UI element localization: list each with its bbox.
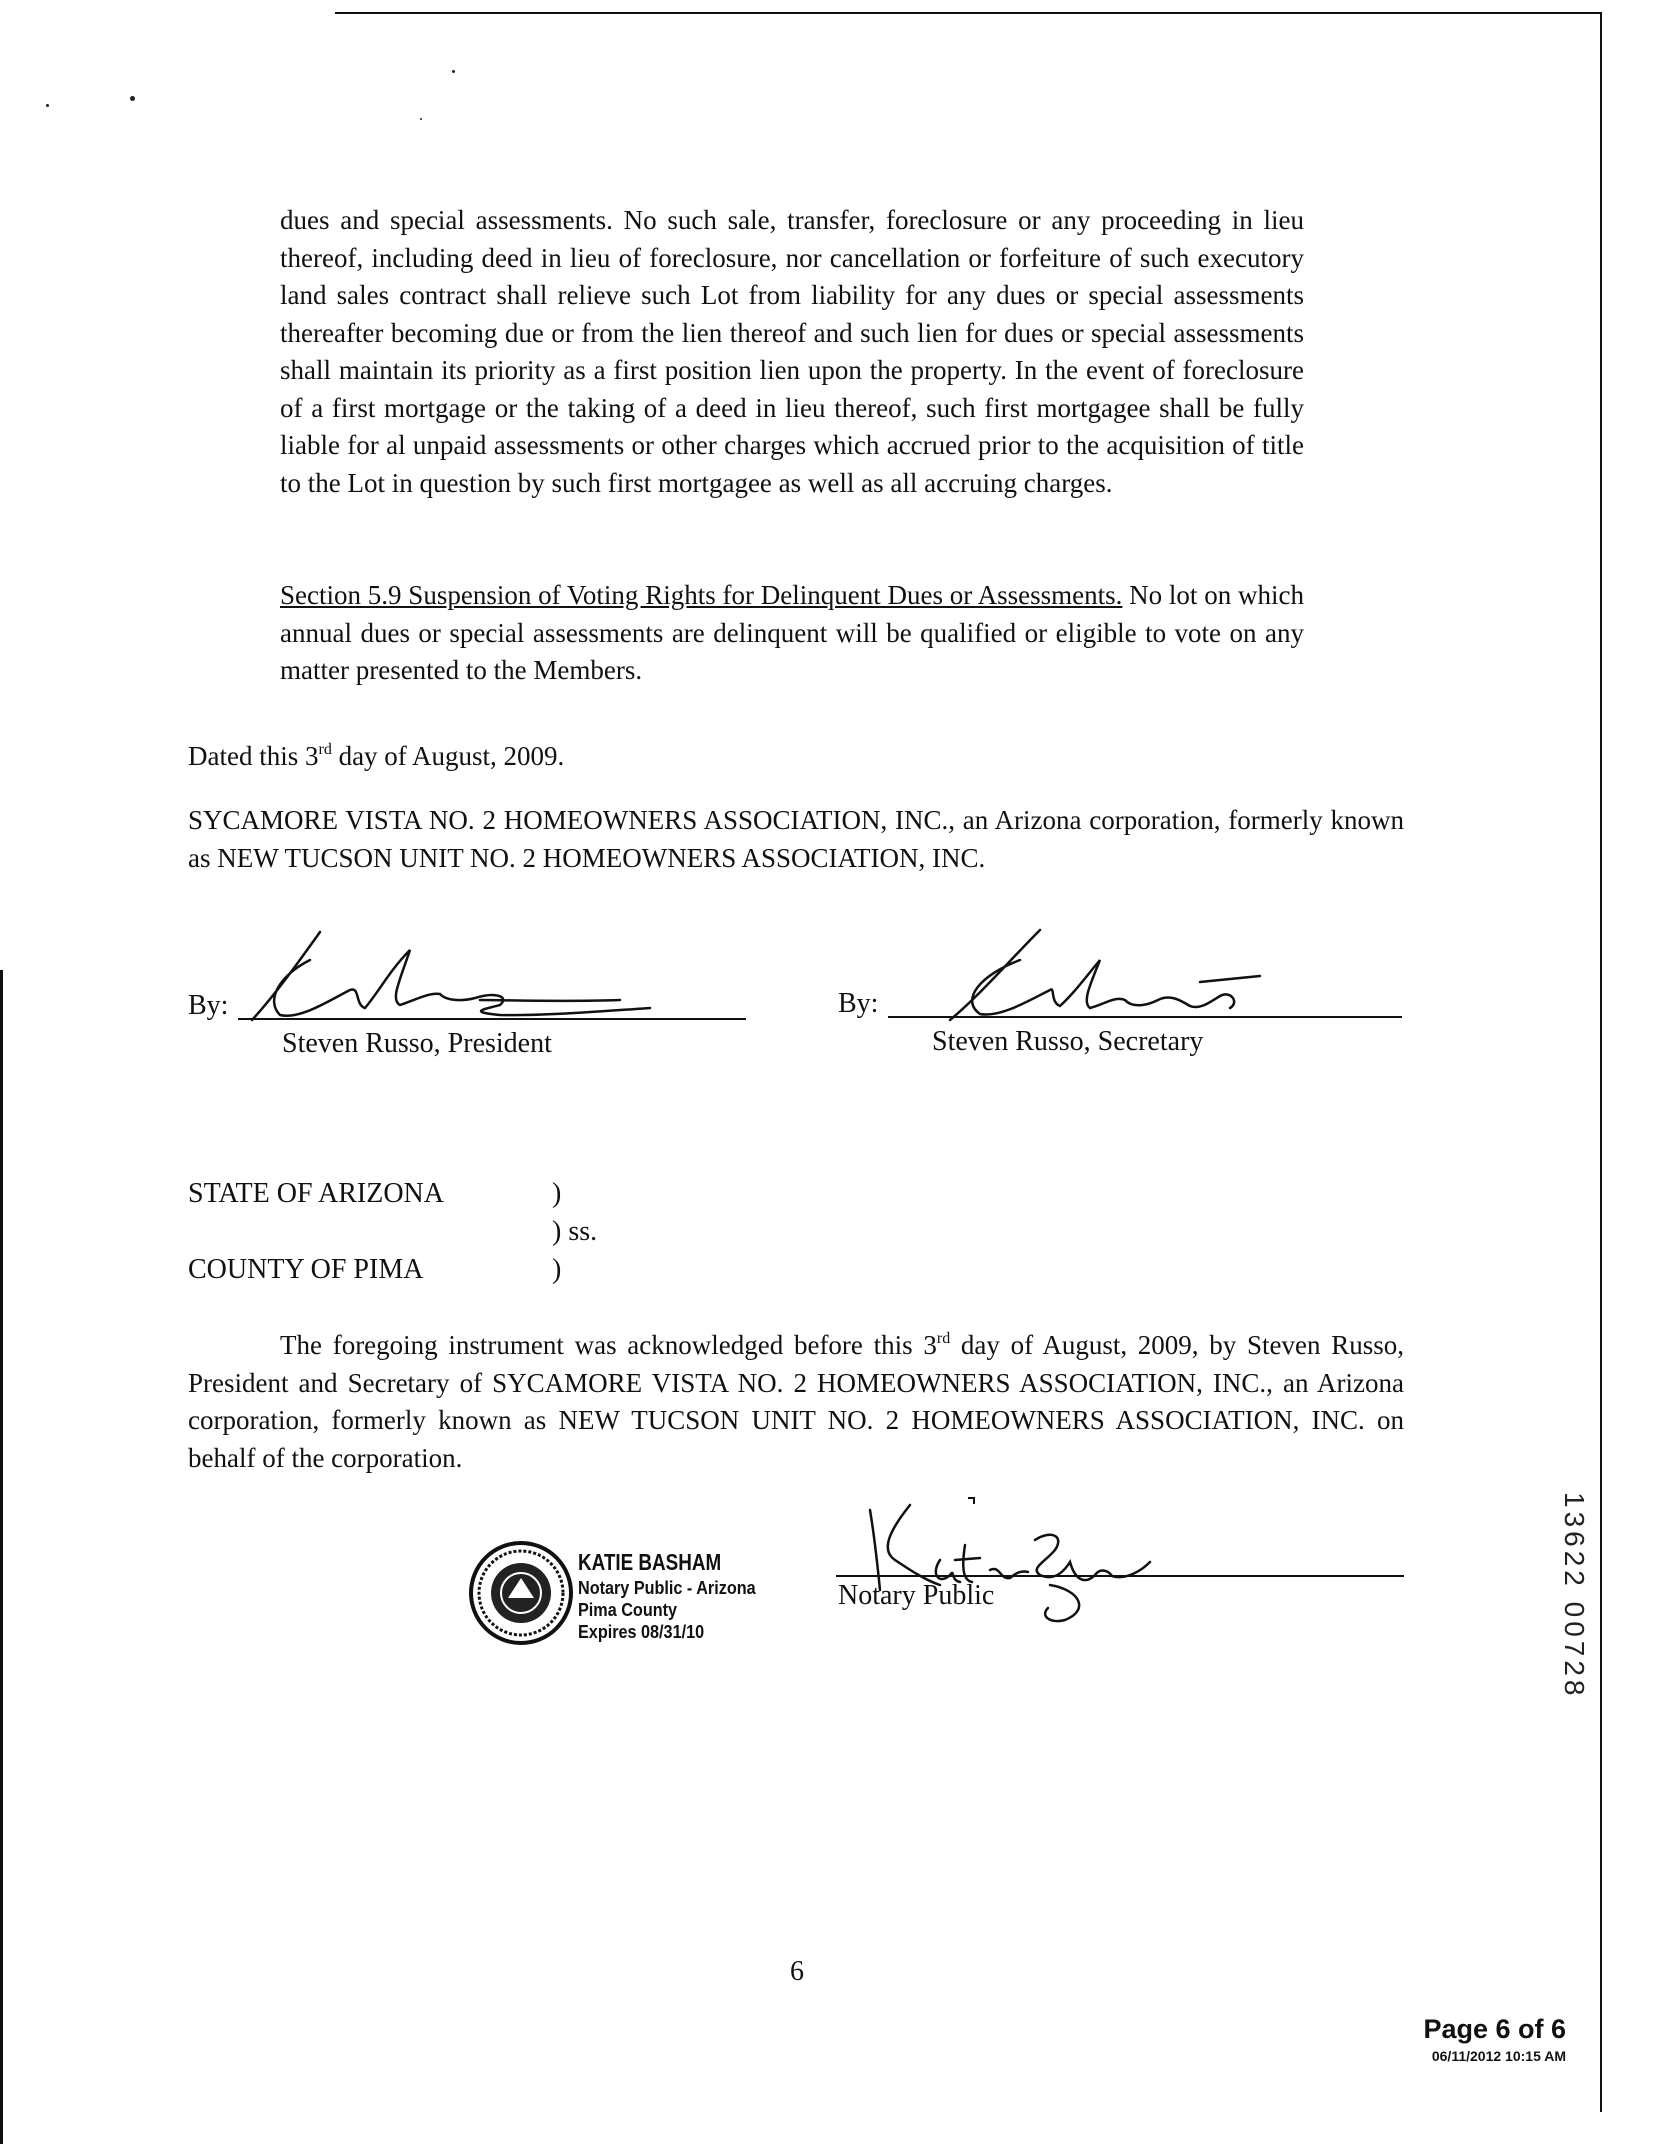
dated-line: Dated this 3rd day of August, 2009. <box>188 741 565 771</box>
secretary-name: Steven Russo, Secretary <box>932 1026 1204 1057</box>
notary-expires: Expires 08/31/10 <box>578 1622 705 1642</box>
by-label-president: By: <box>188 990 229 1021</box>
left-scan-edge <box>0 970 3 2144</box>
notary-title: Notary Public - Arizona <box>578 1578 756 1598</box>
notary-seal-icon <box>468 1540 574 1646</box>
venue-county: COUNTY OF PIMA <box>188 1254 424 1285</box>
notary-name: KATIE BASHAM <box>578 1549 722 1575</box>
section-heading: Section 5.9 Suspension of Voting Rights for Delinquent Dues or Assessments. <box>280 580 1123 610</box>
right-border-line <box>1600 12 1602 2112</box>
venue-ss: ) ss. <box>552 1216 598 1247</box>
venue-paren-top: ) <box>552 1178 562 1209</box>
venue-state: STATE OF ARIZONA <box>188 1178 444 1209</box>
by-label-secretary: By: <box>838 988 879 1019</box>
acknowledgment-paragraph: The foregoing instrument was acknowledged before this 3rd day of August, 2009, by Steven Russo, President and Secretary of SYCAMORE VISTA NO. 2 HOMEOWNERS ASSOCIATION, INC., an Arizona corporation, formerly known as NEW TUCSON UNIT NO. 2 HOMEOWNERS ASSOCIATION, INC. on behalf of the corporation. <box>188 1330 1404 1473</box>
venue-paren-bottom: ) <box>552 1254 562 1285</box>
corporation-line: SYCAMORE VISTA NO. 2 HOMEOWNERS ASSOCIATION, INC., an Arizona corporation, formerly known as NEW TUCSON UNIT NO. 2 HOMEOWNERS ASSOCIATION, INC. <box>188 805 1404 873</box>
paragraph-dues-assessments: dues and special assessments. No such sale, transfer, foreclosure or any proceeding in lieu thereof, including deed in lieu of foreclosure, nor cancellation or forfeiture of such executory land sales contract shall relieve such Lot from liability for any dues or special assessments thereafter becoming due or from the lien thereof and such lien for dues or special assessments shall maintain its priority as a first position lien upon the property. In the event of foreclosure of a first mortgage or the taking of a deed in lieu thereof, such first mortgagee shall be fully liable for al unpaid assessments or other charges which accrued prior to the acquisition of title to the Lot in question by such first mortgagee as well as all accruing charges. <box>280 205 1304 498</box>
page-of-label: Page 6 of 6 <box>1423 2014 1566 2044</box>
signature-secretary <box>900 920 1340 1030</box>
signature-president <box>240 920 680 1030</box>
print-timestamp: 06/11/2012 10:15 AM <box>1431 2048 1566 2064</box>
paragraph-section-5-9 <box>280 577 1304 690</box>
section-text: No lot on which annual dues or special assessments are delinquent will be qualified or eligible to vote on any matter presented to the Members. <box>280 580 1304 685</box>
top-border-line <box>335 12 1600 14</box>
scan-speck <box>420 118 422 120</box>
president-name: Steven Russo, President <box>282 1028 552 1059</box>
page-number: 6 <box>790 1956 804 1987</box>
scan-speck <box>452 70 455 73</box>
notary-stamp <box>578 1547 775 1643</box>
notary-public-label: Notary Public <box>838 1580 995 1611</box>
scan-speck <box>46 104 49 107</box>
scan-speck <box>130 96 135 101</box>
recording-number: 13622 00728 <box>1559 1492 1590 1700</box>
notary-county: Pima County <box>578 1600 678 1620</box>
